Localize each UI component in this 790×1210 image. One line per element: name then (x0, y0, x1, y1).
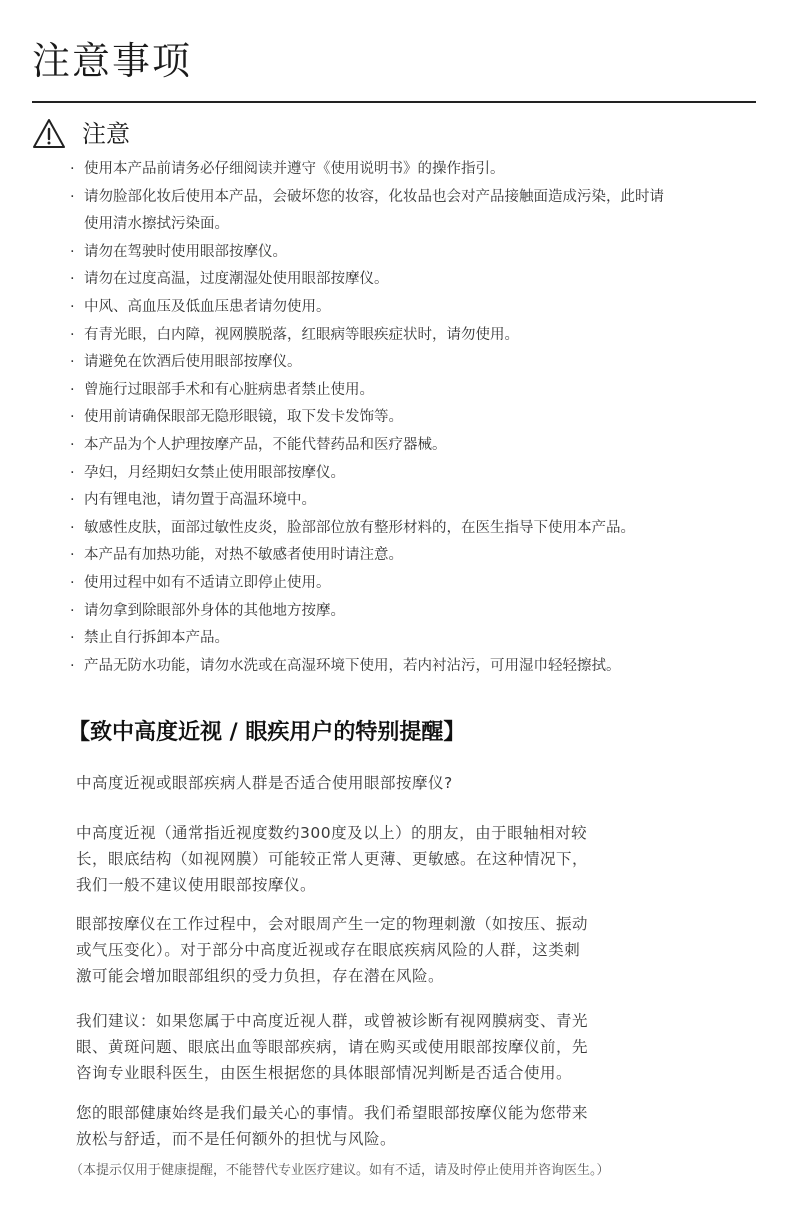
notice-item-text: 本产品有加热功能，对热不敏感者使用时请注意。 (84, 547, 403, 564)
bullet: · (70, 547, 75, 564)
paragraph-line: 放松与舒适，而不是任何额外的担忧与风险。 (76, 1130, 397, 1148)
bullet: · (70, 492, 75, 509)
notice-title: 注意 (82, 120, 130, 148)
notice-item (70, 515, 760, 543)
notice-item (70, 487, 760, 515)
notice-item-text: 中风、高血压及低血压患者请勿使用。 (84, 298, 331, 315)
notice-item (70, 377, 760, 405)
notice-item (70, 294, 760, 322)
bullet: · (70, 464, 75, 481)
notice-item (70, 542, 760, 570)
notice-item-text: 产品无防水功能，请勿水洗或在高湿环境下使用，若内衬沾污，可用湿巾轻轻擦拭。 (84, 657, 621, 674)
notice-item (70, 570, 760, 598)
bullet: · (70, 354, 75, 371)
bullet: · (70, 243, 75, 260)
title-divider (32, 101, 756, 103)
paragraph-line: 咨询专业眼科医生，由医生根据您的具体眼部情况判断是否适合使用。 (76, 1064, 573, 1082)
notice-item (70, 432, 760, 460)
notice-item (70, 184, 760, 239)
bullet: · (70, 409, 75, 426)
notice-item-text: 有青光眼，白内障，视网膜脱落，红眼病等眼疾症状时，请勿使用。 (84, 326, 519, 343)
notice-item (70, 625, 760, 653)
notice-item-text: 本产品为个人护理按摩产品，不能代替药品和医疗器械。 (84, 436, 447, 453)
special-paragraph (76, 1100, 676, 1152)
notice-item-text: 使用前请确保眼部无隐形眼镜，取下发卡发饰等。 (84, 409, 403, 426)
notice-item-text: 使用本产品前请务必仔细阅读并遵守《使用说明书》的操作指引。 (84, 161, 505, 177)
bullet: · (70, 161, 75, 177)
paragraph-line: 我们一般不建议使用眼部按摩仪。 (76, 876, 317, 894)
paragraph-line: 或气压变化）。对于部分中高度近视或存在眼底疾病风险的人群，这类刺 (76, 941, 581, 959)
page-title: 注意事项 (32, 39, 193, 83)
notice-item-text: 请勿在驾驶时使用眼部按摩仪。 (84, 243, 287, 260)
bullet: · (70, 271, 75, 288)
notice-item-text: 禁止自行拆卸本产品。 (84, 630, 229, 647)
notice-item (70, 404, 760, 432)
notice-item (70, 322, 760, 350)
paragraph-line: 眼、黄斑问题、眼底出血等眼部疾病，请在购买或使用眼部按摩仪前，先 (76, 1038, 589, 1056)
notice-item-text: 请勿脸部化妆后使用本产品，会破坏您的妆容，化妆品也会对产品接触面造成污染，此时请 (84, 188, 664, 205)
warning-triangle-icon (32, 118, 66, 150)
paragraph-line: 中高度近视（通常指近视度数约300度及以上）的朋友，由于眼轴相对较 (76, 824, 588, 842)
bullet: · (70, 381, 75, 398)
question-line: 中高度近视或眼部疾病人群是否适合使用眼部按摩仪? (76, 774, 453, 792)
special-paragraph (76, 911, 676, 989)
paragraph-line: 长，眼底结构（如视网膜）可能较正常人更薄、更敏感。在这种情况下， (76, 850, 589, 868)
paragraph-line: 激可能会增加眼部组织的受力负担，存在潜在风险。 (76, 967, 445, 985)
bullet: · (70, 188, 75, 205)
notice-list (70, 156, 760, 680)
bullet: · (70, 436, 75, 453)
bullet: · (70, 630, 75, 647)
notice-item (70, 653, 760, 681)
notice-item (70, 156, 760, 184)
disclaimer: （本提示仅用于健康提醒，不能替代专业医疗建议。如有不适，请及时停止使用并咨询医生。） (70, 1163, 610, 1178)
special-paragraph (76, 1008, 676, 1086)
notice-item-text: 使用过程中如有不适请立即停止使用。 (84, 574, 331, 591)
notice-item-text: 请避免在饮酒后使用眼部按摩仪。 (84, 354, 302, 371)
notice-item-text-continued: 使用清水擦拭污染面。 (84, 216, 229, 233)
special-reminder-heading: 【致中高度近视 / 眼疾用户的特别提醒】 (68, 720, 466, 745)
bullet: · (70, 326, 75, 343)
notice-item (70, 239, 760, 267)
notice-item-text: 孕妇，月经期妇女禁止使用眼部按摩仪。 (84, 464, 345, 481)
bullet: · (70, 657, 75, 674)
bullet: · (70, 574, 75, 591)
bullet: · (70, 602, 75, 619)
special-paragraph (76, 820, 676, 898)
paragraph-line: 眼部按摩仪在工作过程中，会对眼周产生一定的物理刺激（如按压、振动 (76, 915, 589, 933)
notice-item-text: 请勿拿到除眼部外身体的其他地方按摩。 (84, 602, 345, 619)
notice-item (70, 460, 760, 488)
notice-item-text: 请勿在过度高温，过度潮湿处使用眼部按摩仪。 (84, 271, 389, 288)
notice-item-text: 敏感性皮肤，面部过敏性皮炎，脸部部位放有整形材料的，在医生指导下使用本产品。 (84, 519, 635, 536)
notice-item (70, 349, 760, 377)
special-question (76, 770, 676, 796)
notice-item-text: 内有锂电池，请勿置于高温环境中。 (84, 492, 316, 509)
paragraph-line: 您的眼部健康始终是我们最关心的事情。我们希望眼部按摩仪能为您带来 (76, 1104, 589, 1122)
notice-item (70, 598, 760, 626)
notice-item-text: 曾施行过眼部手术和有心脏病患者禁止使用。 (84, 381, 374, 398)
bullet: · (70, 519, 75, 536)
paragraph-line: 我们建议：如果您属于中高度近视人群，或曾被诊断有视网膜病变、青光 (76, 1012, 589, 1030)
notice-item (70, 266, 760, 294)
bullet: · (70, 298, 75, 315)
